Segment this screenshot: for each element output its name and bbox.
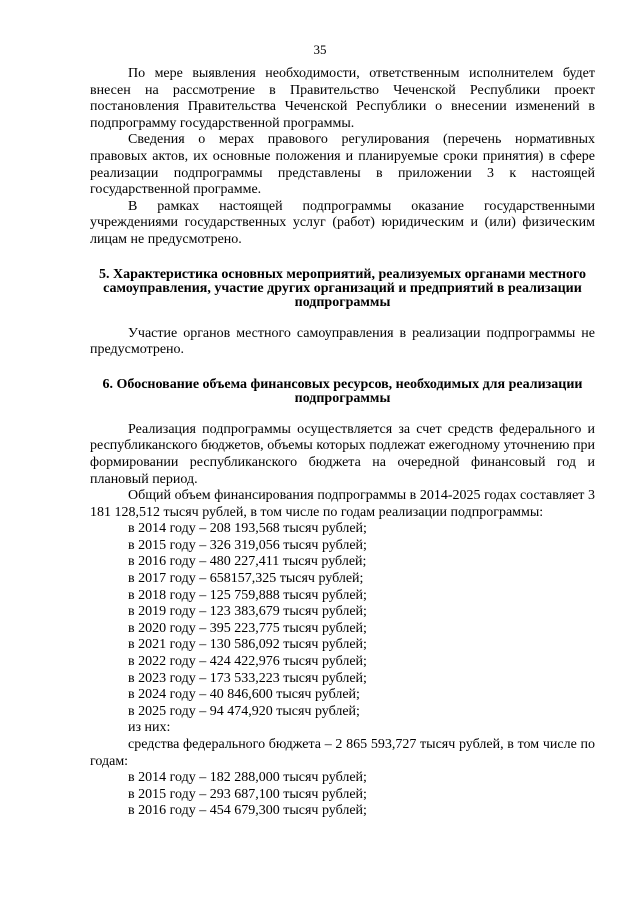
- list-item: в 2016 году – 454 679,300 тысяч рублей;: [128, 803, 367, 819]
- list-item: в 2017 году – 658157,325 тысяч рублей;: [128, 571, 364, 587]
- total-funding-by-year-list: [90, 521, 595, 720]
- paragraph: Реализация подпрограммы осуществляется за счет средств федерального и республиканского бюджетов, объемы которых подлежат ежегодному уточнению при формировании республиканского бюджета на очередной финансовый год и плановый период.: [90, 421, 595, 487]
- list-item: в 2014 году – 208 193,568 тысяч рублей;: [128, 521, 367, 537]
- paragraph: По мере выявления необходимости, ответственным исполнителем будет внесен на рассмотрение в Правительство Чеченской Республики проект постановления Правительства Чеченской Республики о внесении изменений в подпрограмму государственной программы.: [90, 66, 595, 131]
- paragraph: средства федерального бюджета – 2 865 593,727 тысяч рублей, в том числе по годам:: [90, 737, 595, 769]
- list-item: в 2019 году – 123 383,679 тысяч рублей;: [128, 604, 367, 620]
- list-item: в 2020 году – 395 223,775 тысяч рублей;: [128, 620, 367, 636]
- paragraph: Участие органов местного самоуправления в реализации подпрограммы не предусмотрено.: [90, 325, 595, 358]
- paragraph: Общий объем финансирования подпрограммы в 2014-2025 годах составляет 3 181 128,512 тысяч рублей, в том числе по годам реализации подпрограммы:: [90, 488, 595, 520]
- list-item: в 2025 году – 94 474,920 тысяч рублей;: [128, 703, 360, 719]
- page-content: [90, 66, 595, 820]
- of-which-label: из них:: [128, 720, 171, 736]
- list-item: в 2015 году – 326 319,056 тысяч рублей;: [128, 537, 367, 553]
- list-item: в 2014 году – 182 288,000 тысяч рублей;: [128, 770, 367, 786]
- federal-funding-by-year-list: [90, 770, 595, 820]
- list-item: в 2024 году – 40 846,600 тысяч рублей;: [128, 687, 360, 703]
- list-item: в 2016 году – 480 227,411 тысяч рублей;: [128, 554, 367, 570]
- section-6-heading: 6. Обоснование объема финансовых ресурсов, необходимых для реализации подпрограммы: [102, 376, 583, 406]
- list-item: в 2022 году – 424 422,976 тысяч рублей;: [128, 654, 367, 670]
- list-item: в 2015 году – 293 687,100 тысяч рублей;: [128, 786, 367, 802]
- list-item: в 2018 году – 125 759,888 тысяч рублей;: [128, 587, 367, 603]
- section-5-heading: 5. Характеристика основных мероприятий, реализуемых органами местного самоуправления, участие других организаций и предприятий в реализации подпрограммы: [99, 266, 586, 310]
- list-item: в 2021 году – 130 586,092 тысяч рублей;: [128, 637, 367, 653]
- list-item: в 2023 году – 173 533,223 тысяч рублей;: [128, 670, 367, 686]
- page-number: 35: [313, 42, 327, 57]
- paragraph: В рамках настоящей подпрограммы оказание государственными учреждениями государственных услуг (работ) юридическим и (или) физическим лицам не предусмотрено.: [90, 198, 595, 247]
- paragraph: Сведения о мерах правового регулирования (перечень нормативных правовых актов, их основные положения и планируемые сроки принятия) в сфере реализации подпрограммы представлены в приложении 3 к настоящей государственной программе.: [90, 132, 595, 198]
